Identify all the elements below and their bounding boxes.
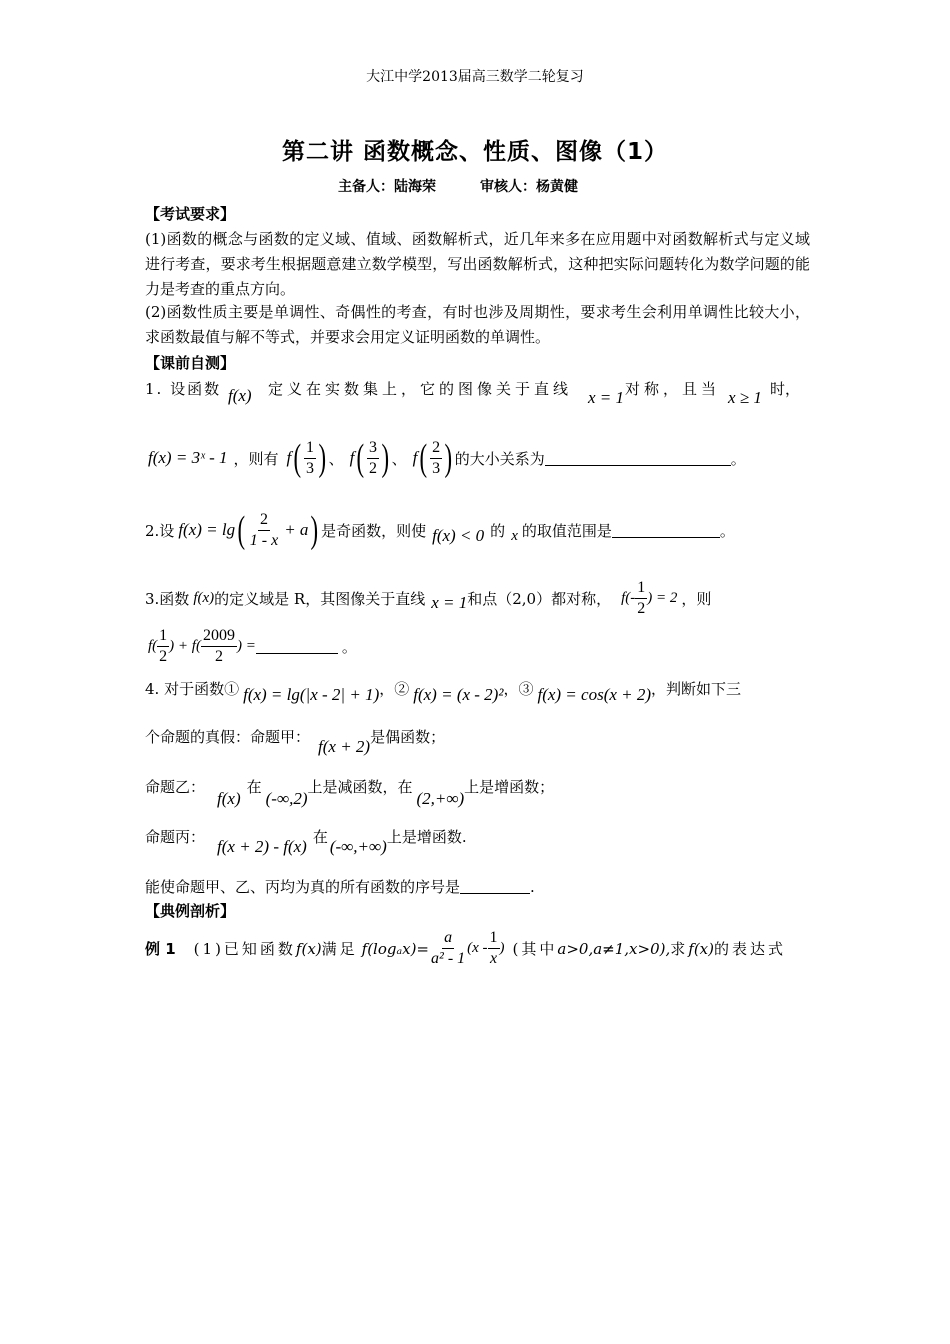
answer-blank[interactable] (460, 879, 530, 894)
q4-zai: 在 (246, 778, 262, 796)
q3-text-b: 的定义域是 R，其图像关于直线 (214, 590, 426, 608)
answer-blank[interactable] (612, 523, 720, 538)
q4-zai2: 在 (312, 828, 328, 846)
q3-fx: f(x) (193, 590, 215, 606)
q1-text-a: 1. 设函数 (145, 380, 222, 398)
q1-text-g: 的大小关系为 (454, 449, 545, 468)
answer-blank[interactable] (256, 639, 338, 654)
q1-text-b: 定义在实数集上，它的图像关于直线 (268, 380, 573, 398)
fraction-1-3 (304, 438, 316, 479)
ex1-paren-b: ) (499, 940, 505, 956)
ex1-fx: f(x) (295, 939, 322, 958)
denominator: x (489, 950, 498, 967)
exam-requirement-1: (1)函数的概念与函数的定义域、值域、函数解析式，近几年来多在应用题中对函数解析式与定义域进行考查，要求考生根据题意建立数学模型，写出函数解析式，这种把实际问题转化为数学问题的能力是考查的重点方向。 (145, 230, 810, 298)
ex1-paren-a: (x - (467, 940, 488, 956)
fraction-a-over-a2-1 (429, 928, 467, 969)
denominator: 2 (369, 459, 377, 477)
right-paren: ) (381, 437, 390, 479)
q1-text-c: 对称，且当 (625, 380, 721, 398)
q2-fdef: f(x) = lg (178, 520, 236, 539)
q2-ineq: f(x) < 0 (432, 526, 485, 545)
q1-text-d: 时， (770, 380, 801, 398)
q3-x1: x = 1 (431, 592, 468, 612)
q2-end: 。 (719, 521, 735, 540)
ex1-flog: f(logₐx)= (361, 939, 430, 958)
numerator: 1 (635, 578, 647, 599)
q4-fx: f(x) (217, 788, 241, 808)
q4-line2b: 是偶函数； (370, 728, 446, 746)
q1-fx: f(x) (228, 386, 252, 405)
q4-int2: (2,+∞) (416, 788, 465, 808)
q2-text-c: 的 (490, 521, 506, 540)
fraction-3-2 (367, 438, 379, 479)
left-paren: ( (293, 437, 302, 479)
denominator: a² - 1 (431, 950, 466, 967)
page-header: 大江中学2013届高三数学二轮复习 (366, 69, 584, 85)
q2-text-b: 是奇函数，则使 (321, 521, 427, 540)
pretest-heading: 【课前自测】 (145, 354, 236, 372)
numerator: a (442, 928, 454, 949)
q4-int1: (-∞,2) (265, 788, 308, 808)
ex1-cond: a>0,a≠1,x>0), (557, 939, 671, 958)
separator: 、 (328, 449, 344, 468)
q3-line2 (148, 626, 357, 667)
q4-yi-b: 上是减函数，在 (307, 778, 413, 796)
ex1-fx3: f(x) (688, 939, 714, 958)
q2-text-d: 的取值范围是 (521, 521, 612, 540)
q3-s2: ) + f( (169, 638, 201, 654)
q4-line2: 个命题的真假：命题甲： (145, 728, 311, 746)
numerator: 1 (157, 626, 169, 647)
denominator: 3 (432, 459, 441, 477)
q4-yi: 命题乙： (145, 778, 206, 796)
q2-text-a: 2.设 (145, 521, 175, 540)
right-paren: ) (444, 437, 453, 479)
q3-s3: ) = (236, 638, 256, 654)
denominator: 3 (305, 459, 314, 477)
numerator: 3 (367, 438, 379, 459)
q3-eq2: ) = 2 (647, 590, 678, 606)
q3-s1: f( (148, 638, 158, 654)
q2-plus-a: + a (284, 520, 309, 539)
q4-c2: ，③ (503, 680, 534, 698)
q4-c1: ，② (379, 680, 410, 698)
q3-text-c: 和点（2,0）都对称， (467, 590, 612, 608)
q3-end: 。 (341, 638, 357, 656)
left-paren: ( (356, 437, 365, 479)
q4-line2 (145, 726, 446, 756)
page-title: 第二讲 函数概念、性质、图像（1） (281, 139, 668, 165)
answer-blank[interactable] (545, 451, 731, 466)
denominator: 2 (214, 648, 223, 665)
main-author: 主备人：陆海荣 (338, 179, 436, 195)
q3-fneg: f(- (621, 590, 636, 606)
numerator: 2 (258, 510, 270, 531)
q1-fdef: f(x) = 3ˣ - 1 (148, 448, 228, 467)
separator: 、 (391, 449, 407, 468)
q4-text-b: ，判断如下三 (651, 680, 742, 698)
right-paren: ) (318, 437, 327, 479)
q4-yi-c: 上是增函数； (464, 778, 555, 796)
denominator: 2 (637, 600, 646, 617)
numerator: 1 (488, 928, 500, 949)
q3-line1 (145, 578, 711, 619)
q4-int3: (-∞,+∞) (329, 836, 387, 856)
q1-text-e: ，则有 (233, 449, 279, 468)
ex1-text-e: 的表达式 (713, 940, 786, 958)
numerator: 1 (304, 438, 316, 459)
q4-last-end: . (530, 877, 535, 896)
examples-heading: 【典例剖析】 (145, 902, 236, 920)
fraction-1-2 (157, 626, 169, 667)
authors-line (338, 176, 578, 196)
fraction-1-2 (635, 578, 647, 619)
numerator: 2 (430, 438, 442, 459)
q4-text-a: 4. 对于函数① (145, 680, 240, 698)
q2-x: x (511, 527, 518, 544)
denominator: 2 (159, 648, 168, 665)
exam-requirements-heading: 【考试要求】 (145, 205, 236, 223)
q4-fdiff: f(x + 2) - f(x) (217, 836, 307, 856)
q4-f1: f(x) = lg(|x - 2| + 1) (243, 684, 380, 704)
q4-proposition-bing (145, 826, 467, 856)
q4-fx2: f(x + 2) (318, 736, 371, 756)
ex1-text-c: (其中 (512, 940, 558, 958)
exam-requirement-2: (2)函数性质主要是单调性、奇偶性的考查，有时也涉及周期性，要求考生会利用单调性比较大小，求函数最值与解不等式，并要求会用定义证明函数的单调性。 (145, 303, 810, 346)
fraction-2009-2 (201, 626, 237, 667)
numerator: 2009 (201, 626, 237, 647)
q4-f3: f(x) = cos(x + 2) (537, 684, 652, 704)
reviewer: 审核人：杨黄健 (480, 179, 578, 195)
q4-line1 (145, 678, 742, 704)
q4-proposition-yi (145, 776, 555, 808)
ex1-text-d: 求 (670, 940, 689, 958)
q4-bing: 命题丙： (145, 828, 206, 846)
left-paren: ( (237, 509, 246, 551)
q1-x1: x = 1 (588, 388, 625, 407)
q4-last: 能使命题甲、乙、丙均为真的所有函数的序号是 (145, 878, 461, 896)
q2-line (145, 508, 735, 552)
q4-final (145, 876, 535, 897)
ex1-text-a: (1)已知函数 (193, 940, 296, 958)
left-paren: ( (419, 437, 428, 479)
q1-line2 (148, 436, 746, 480)
q1-end: 。 (730, 449, 746, 468)
q1-f3: f (412, 448, 418, 467)
fraction-2-3 (430, 438, 442, 479)
fraction-2-over-1-x (248, 510, 280, 551)
example-1 (145, 928, 786, 969)
q1-f1: f (286, 448, 292, 467)
fraction-1-over-x (488, 928, 500, 969)
ex1-text-b: 满足 (321, 940, 358, 958)
q1-f2: f (349, 448, 355, 467)
q4-f2: f(x) = (x - 2)² (413, 684, 504, 704)
q3-text-d: ，则 (681, 590, 712, 608)
q1-xge: x ≥ 1 (728, 388, 762, 407)
right-paren: ) (310, 509, 319, 551)
q3-text-a: 3.函数 (145, 590, 190, 608)
example-label: 例 1 (145, 940, 176, 958)
denominator: 1 - x (249, 531, 279, 549)
q4-bing-b: 上是增函数. (386, 828, 467, 846)
